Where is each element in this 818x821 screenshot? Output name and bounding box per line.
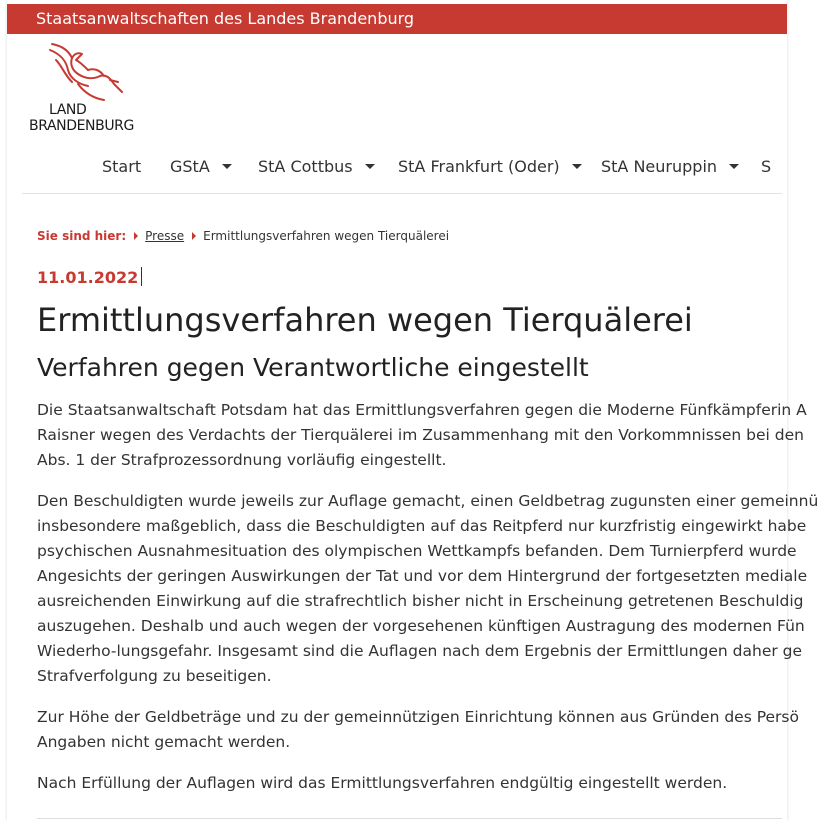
paragraph-line: Strafverfolgung zu beseitigen. <box>37 667 272 685</box>
nav-item-label: GStA <box>170 157 210 176</box>
eagle-icon <box>48 40 128 108</box>
nav-item-label: StA Cottbus <box>258 157 353 176</box>
paragraph-line: psychischen Ausnahmesituation des olympischen Wettkampfs befanden. Dem Turnierpferd wurde <box>37 542 797 560</box>
article-date <box>37 268 142 288</box>
caret-down-icon <box>222 164 232 169</box>
article-paragraph <box>37 771 766 796</box>
nav-divider <box>22 193 782 194</box>
nav-item-sta-frankfurt[interactable] <box>398 157 582 176</box>
nav-item-label: StA Neuruppin <box>601 157 718 176</box>
article-date-text: 11.01.2022 <box>37 268 139 287</box>
paragraph-line: Angesichts der geringen Auswirkungen der Tat und vor dem Hintergrund der fortgesetzten mediale <box>37 567 808 585</box>
paragraph-line: ausreichenden Einwirkung auf die strafrechtlich bisher nicht in Erscheinung getretenen Beschuldig <box>37 592 804 610</box>
nav-item-label: StA Frankfurt (Oder) <box>398 157 560 176</box>
breadcrumb-arrow-icon <box>134 232 138 240</box>
caret-down-icon <box>729 164 739 169</box>
paragraph-line: Angaben nicht gemacht werden. <box>37 733 291 751</box>
article-paragraph <box>37 489 818 689</box>
nav-item-sta-neuruppin[interactable] <box>601 157 739 176</box>
breadcrumb-current: Ermittlungsverfahren wegen Tierquälerei <box>203 229 450 243</box>
nav-item-start[interactable] <box>102 157 141 176</box>
article-title: Ermittlungsverfahren wegen Tierquälerei <box>37 301 693 339</box>
logo-line-brandenburg: BRANDENBURG <box>29 118 134 134</box>
breadcrumb-arrow-icon <box>192 232 196 240</box>
site-title[interactable]: Staatsanwaltschaften des Landes Brandenburg <box>36 9 415 28</box>
brandenburg-logo[interactable] <box>28 40 158 138</box>
article-paragraph <box>37 705 799 755</box>
paragraph-line: Die Staatsanwaltschaft Potsdam hat das Ermittlungsverfahren gegen die Moderne Fünfkämpferin A <box>37 401 807 419</box>
nav-item-more[interactable] <box>761 157 771 176</box>
text-cursor <box>141 267 142 286</box>
caret-down-icon <box>365 164 375 169</box>
site-header-bar <box>7 4 787 34</box>
article-subtitle: Verfahren gegen Verantwortliche eingestellt <box>37 353 589 382</box>
logo-line-land: LAND <box>49 102 87 118</box>
paragraph-line: Raisner wegen des Verdachts der Tierquälerei im Zusammenhang mit den Vorkommnissen bei den <box>37 426 804 444</box>
paragraph-line: Abs. 1 der Strafprozessordnung vorläufig eingestellt. <box>37 451 447 469</box>
paragraph-line: Nach Erfüllung der Auflagen wird das Ermittlungsverfahren endgültig eingestellt werden. <box>37 774 728 792</box>
paragraph-line: Den Beschuldigten wurde jeweils zur Auflage gemacht, einen Geldbetrag zugunsten einer gemeinnü <box>37 492 818 510</box>
article-paragraph <box>37 398 807 473</box>
content-bottom-rule <box>37 818 782 819</box>
nav-item-label: S <box>761 157 772 176</box>
paragraph-line: insbesondere maßgeblich, dass die Beschuldigten auf das Reitpferd nur kurzfristig eingewirkt habe <box>37 517 807 535</box>
paragraph-line: Zur Höhe der Geldbeträge und zu der gemeinnützigen Einrichtung können aus Gründen des Persö <box>37 708 799 726</box>
nav-item-sta-cottbus[interactable] <box>258 157 375 176</box>
paragraph-line: auszugehen. Deshalb und auch wegen der vorgesehenen künftigen Austragung des modernen Fün <box>37 617 805 635</box>
nav-item-gsta[interactable] <box>170 157 232 176</box>
caret-down-icon <box>572 164 582 169</box>
logo-wordmark <box>29 102 134 134</box>
nav-item-label: Start <box>102 157 142 176</box>
paragraph-line: Wiederho-lungsgefahr. Insgesamt sind die Auflagen nach dem Ergebnis der Ermittlungen daher ge <box>37 642 803 660</box>
breadcrumb-link-presse[interactable]: Presse <box>145 229 185 243</box>
article-body <box>37 398 818 812</box>
breadcrumb <box>37 229 449 243</box>
breadcrumb-label: Sie sind hier: <box>37 229 127 243</box>
